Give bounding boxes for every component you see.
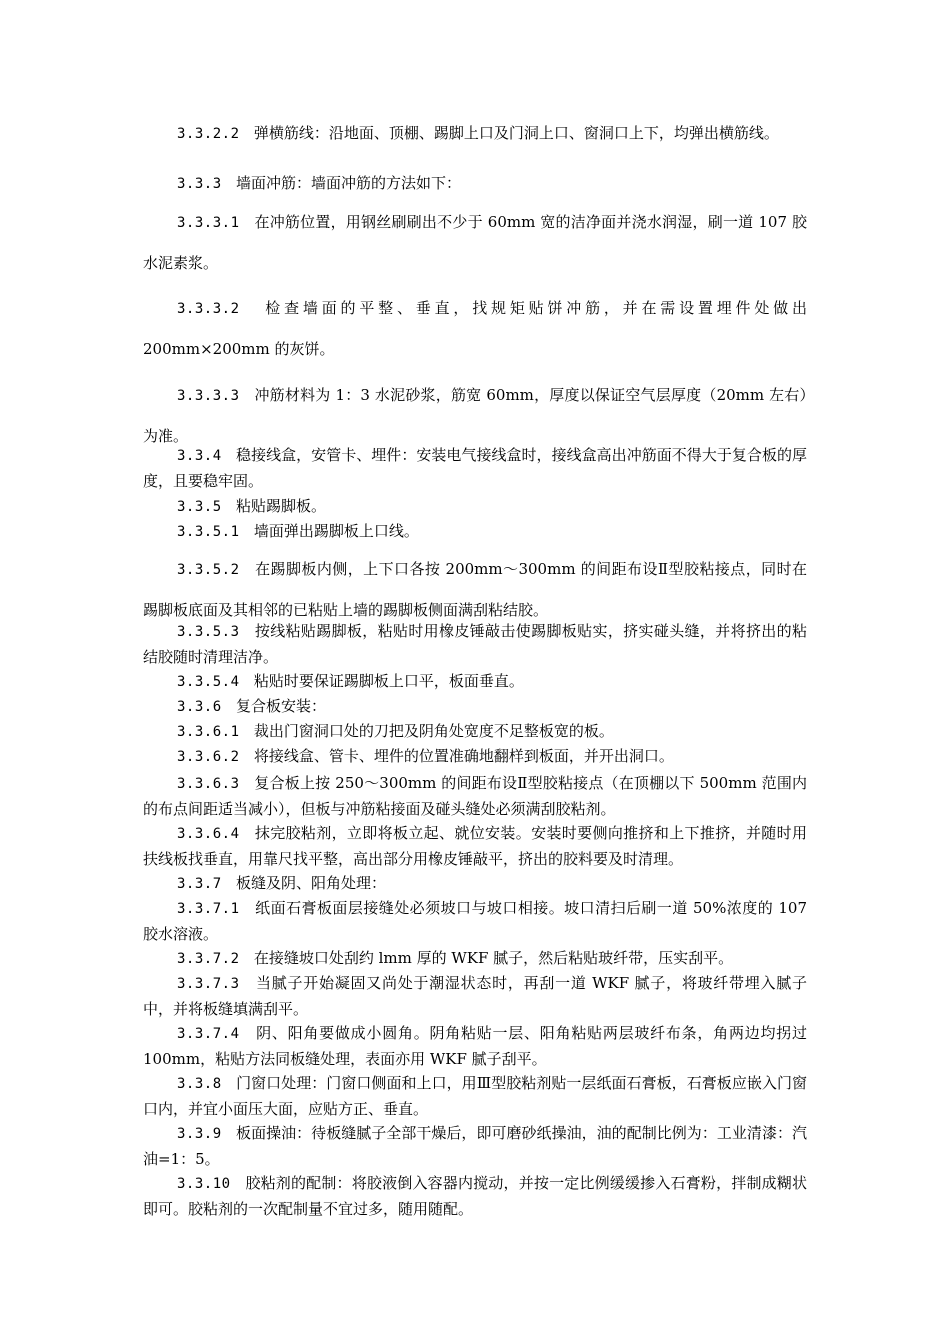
clause-text: 在踢脚板内侧，上下口各按 200mm～300mm 的间距布设Ⅱ型胶粘接点，同时在踢脚板底面及其相邻的已粘贴上墙的踢脚板侧面满刮粘结胶。 bbox=[143, 560, 807, 619]
clause-number: 3.3.3 bbox=[177, 176, 222, 192]
clause-number: 3.3.5 bbox=[177, 499, 222, 515]
clause-text: 冲筋材料为 1：3 水泥砂浆，筋宽 60mm，厚度以保证空气层厚度（20mm 左右）为准。 bbox=[143, 386, 808, 445]
clause-text: 弹横筋线：沿地面、顶棚、踢脚上口及门洞上口、窗洞口上下，均弹出横筋线。 bbox=[253, 124, 779, 142]
paragraph-3-3-5-3 bbox=[143, 619, 807, 670]
paragraph-3-3-6-2 bbox=[143, 744, 807, 770]
clause-text: 在冲筋位置，用钢丝刷刷出不少于 60mm 宽的洁净面并浇水润湿，刷一道 107 胶水泥素浆。 bbox=[143, 213, 807, 272]
clause-number: 3.3.3.1 bbox=[177, 215, 240, 231]
paragraph-3-3-6-1 bbox=[143, 719, 807, 745]
clause-number: 3.3.6.1 bbox=[177, 724, 240, 740]
clause-text: 按线粘贴踢脚板，粘贴时用橡皮锤敲击使踢脚板贴实，挤实碰头缝，并将挤出的粘结胶随时清理洁净。 bbox=[143, 622, 807, 666]
clause-number: 3.3.7.3 bbox=[177, 976, 240, 992]
clause-text: 裁出门窗洞口处的刀把及阴角处宽度不足整板宽的板。 bbox=[253, 722, 614, 740]
clause-text: 在接缝坡口处刮约 lmm 厚的 WKF 腻子，然后粘贴玻纤带，压实刮平。 bbox=[253, 949, 734, 967]
clause-number: 3.3.8 bbox=[177, 1076, 222, 1092]
clause-number: 3.3.3.2 bbox=[177, 301, 240, 317]
clause-text: 胶粘剂的配制：将胶液倒入容器内搅动，并按一定比例缓缓掺入石膏粉，拌制成糊状即可。胶粘剂的一次配制量不宜过多，随用随配。 bbox=[143, 1174, 807, 1218]
clause-number: 3.3.5.2 bbox=[177, 562, 240, 578]
clause-text: 稳接线盒，安管卡、埋件：安装电气接线盒时，接线盒高出冲筋面不得大于复合板的厚度，且要稳牢固。 bbox=[143, 446, 807, 490]
paragraph-3-3-6-4 bbox=[143, 821, 807, 872]
paragraph-3-3-7-3 bbox=[143, 971, 807, 1022]
clause-number: 3.3.6.2 bbox=[177, 749, 240, 765]
paragraph-3-3-5-1 bbox=[143, 519, 807, 545]
clause-number: 3.3.5.4 bbox=[177, 674, 240, 690]
clause-number: 3.3.7.4 bbox=[177, 1026, 240, 1042]
clause-number: 3.3.7.2 bbox=[177, 951, 240, 967]
paragraph-3-3-9 bbox=[143, 1121, 807, 1172]
clause-text: 复合板安装： bbox=[235, 697, 326, 715]
clause-text: 检查墙面的平整、垂直，找规矩贴饼冲筋，并在需设置埋件处做出 200mm×200mm 的灰饼。 bbox=[143, 299, 807, 358]
clause-number: 3.3.6.4 bbox=[177, 826, 240, 842]
clause-number: 3.3.4 bbox=[177, 448, 222, 464]
clause-number: 3.3.10 bbox=[177, 1176, 231, 1192]
clause-text: 粘贴时要保证踢脚板上口平，板面垂直。 bbox=[253, 672, 524, 690]
paragraph-3-3-7-2 bbox=[143, 946, 807, 972]
clause-text: 当腻子开始凝固又尚处于潮湿状态时，再刮一道 WKF 腻子，将玻纤带埋入腻子中，并将板缝填满刮平。 bbox=[143, 974, 807, 1018]
paragraph-3-3-5-4 bbox=[143, 669, 807, 695]
clause-text: 将接线盒、管卡、埋件的位置准确地翻样到板面，并开出洞口。 bbox=[253, 747, 674, 765]
clause-text: 粘贴踢脚板。 bbox=[235, 497, 326, 515]
paragraph-3-3-2-2 bbox=[143, 121, 807, 147]
clause-number: 3.3.9 bbox=[177, 1126, 222, 1142]
clause-text: 抹完胶粘剂，立即将板立起、就位安装。安装时要侧向推挤和上下推挤，并随时用扶线板找垂直，用靠尺找平整，高出部分用橡皮锤敲平，挤出的胶料要及时清理。 bbox=[143, 824, 807, 868]
paragraph-3-3-10 bbox=[143, 1171, 807, 1222]
clause-text: 复合板上按 250～300mm 的间距布设Ⅱ型胶粘接点（在顶棚以下 500mm 范围内的布点间距适当减小），但板与冲筋粘接面及碰头缝处必须满刮胶粘剂。 bbox=[143, 774, 808, 818]
clause-text: 阴、阳角要做成小圆角。阴角粘贴一层、阳角粘贴两层玻纤布条，角两边均拐过 100mm，粘贴方法同板缝处理，表面亦用 WKF 腻子刮平。 bbox=[143, 1024, 807, 1068]
clause-text: 板面操油：待板缝腻子全部干燥后，即可磨砂纸操油，油的配制比例为：工业清漆：汽油=1：5。 bbox=[143, 1124, 807, 1168]
paragraph-3-3-3-2 bbox=[143, 288, 807, 369]
clause-text: 墙面弹出踢脚板上口线。 bbox=[253, 522, 419, 540]
clause-number: 3.3.3.3 bbox=[177, 388, 240, 404]
clause-text: 墙面冲筋：墙面冲筋的方法如下： bbox=[235, 174, 461, 192]
paragraph-3-3-5 bbox=[143, 494, 807, 520]
paragraph-3-3-8 bbox=[143, 1071, 807, 1122]
clause-number: 3.3.5.1 bbox=[177, 524, 240, 540]
paragraph-3-3-3 bbox=[143, 171, 807, 197]
clause-number: 3.3.7 bbox=[177, 876, 222, 892]
clause-number: 3.3.2.2 bbox=[177, 126, 240, 142]
paragraph-3-3-4 bbox=[143, 443, 807, 494]
paragraph-3-3-7 bbox=[143, 871, 807, 897]
paragraph-3-3-6 bbox=[143, 694, 807, 720]
paragraph-3-3-5-2 bbox=[143, 549, 807, 630]
clause-number: 3.3.6.3 bbox=[177, 776, 240, 792]
clause-number: 3.3.7.1 bbox=[177, 901, 240, 917]
paragraph-3-3-7-1 bbox=[143, 896, 807, 947]
paragraph-3-3-7-4 bbox=[143, 1021, 807, 1072]
paragraph-3-3-6-3 bbox=[143, 771, 807, 822]
clause-text: 纸面石膏板面层接缝处必须坡口与坡口相接。坡口清扫后刷一道 50%浓度的 107 胶水溶液。 bbox=[143, 899, 807, 943]
clause-number: 3.3.5.3 bbox=[177, 624, 240, 640]
clause-number: 3.3.6 bbox=[177, 699, 222, 715]
paragraph-3-3-3-1 bbox=[143, 202, 807, 283]
clause-text: 板缝及阴、阳角处理： bbox=[235, 874, 386, 892]
clause-text: 门窗口处理：门窗口侧面和上口，用Ⅲ型胶粘剂贴一层纸面石膏板，石膏板应嵌入门窗口内，并宜小面压大面，应贴方正、垂直。 bbox=[143, 1074, 807, 1118]
